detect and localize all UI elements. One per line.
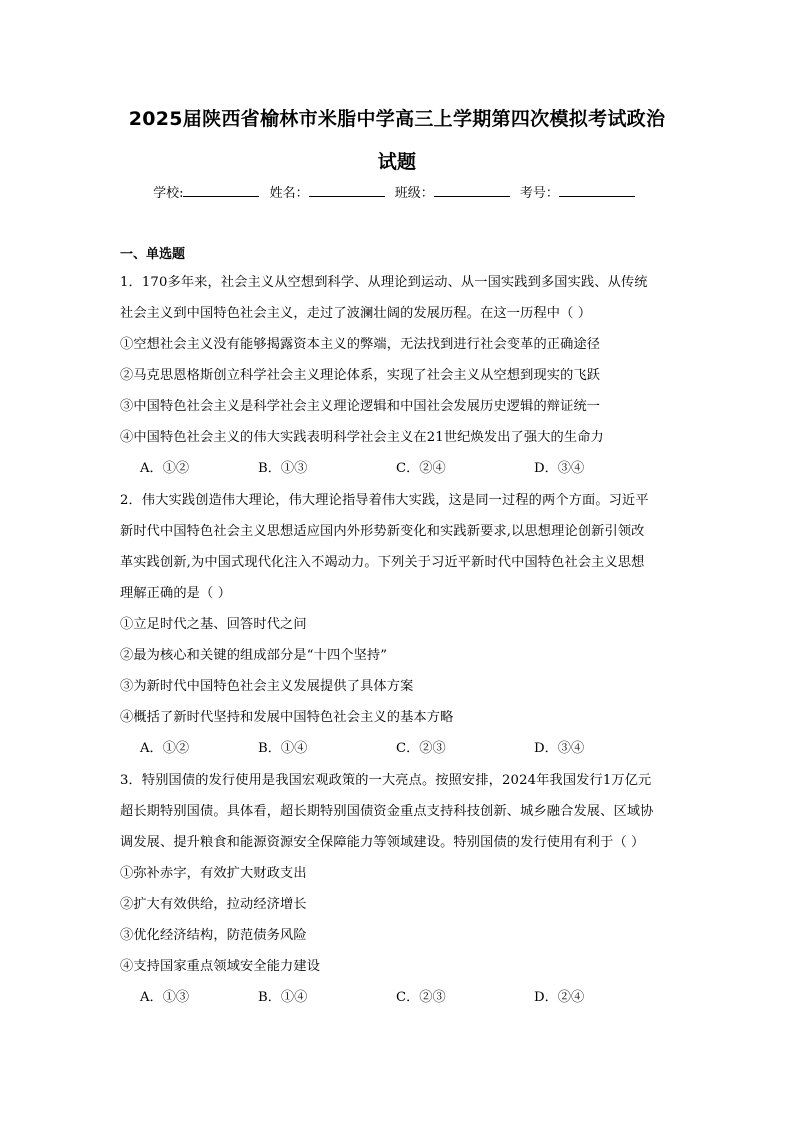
question-2-statement: ④概括了新时代坚持和发展中国特色社会主义的基本方略	[120, 710, 454, 725]
question-1-statement: ①空想社会主义没有能够揭露资本主义的弊端，无法找到进行社会变革的正确途径	[120, 337, 601, 352]
question-3-stem-line: 调发展、提升粮食和能源资源安全保障能力等领域建设。特别国债的发行使用有利于（ ）	[120, 835, 645, 850]
exam-title-line-1: 2025届陕西省榆林市米脂中学高三上学期第四次模拟考试政治	[128, 108, 666, 130]
class-blank[interactable]	[434, 184, 510, 197]
student-info-row	[0, 182, 794, 201]
question-2-statement: ①立足时代之基、回答时代之问	[120, 617, 307, 632]
option-d[interactable]: D．③④	[534, 741, 585, 756]
question-2-stem-line: 新时代中国特色社会主义思想适应国内外形势新变化和实践新要求,以思想理论创新引领改	[120, 524, 645, 539]
question-1-statement: ④中国特色社会主义的伟大实践表明科学社会主义在21世纪焕发出了强大的生命力	[120, 430, 604, 445]
question-3-statement: ①弥补赤字，有效扩大财政支出	[120, 866, 307, 881]
exam-number-label: 考号：	[519, 186, 559, 201]
question-3-stem-line: 超长期特别国债。具体看，超长期特别国债资金重点支持科技创新、城乡融合发展、区域协	[120, 804, 654, 819]
question-2-stem-line: 革实践创新,为中国式现代化注入不竭动力。下列关于习近平新时代中国特色社会主义思想	[120, 555, 645, 570]
school-label: 学校:	[153, 186, 184, 201]
option-d[interactable]: D．②④	[534, 990, 585, 1005]
option-b[interactable]: B．①④	[258, 990, 308, 1005]
name-blank[interactable]	[309, 184, 385, 197]
option-d[interactable]: D．③④	[534, 461, 585, 476]
option-c[interactable]: C．②③	[396, 990, 446, 1005]
question-1-stem-line: 社会主义到中国特色社会主义，走过了波澜壮阔的发展历程。在这一历程中（ ）	[120, 306, 592, 321]
question-2-stem-line: 2．伟大实践创造伟大理论，伟大理论指导着伟大实践，这是同一过程的两个方面。习近平	[120, 493, 649, 508]
option-c[interactable]: C．②③	[396, 741, 446, 756]
question-2-stem-line: 理解正确的是（ ）	[120, 586, 232, 601]
exam-title-line-2: 试题	[377, 151, 417, 173]
school-blank[interactable]	[183, 184, 259, 197]
option-b[interactable]: B．①③	[258, 461, 308, 476]
question-3-statement: ②扩大有效供给，拉动经济增长	[120, 897, 307, 912]
class-label: 班级：	[394, 186, 434, 201]
name-label: 姓名：	[269, 186, 309, 201]
question-3-statement: ④支持国家重点领域安全能力建设	[120, 959, 321, 974]
exam-number-blank[interactable]	[559, 184, 635, 197]
option-a[interactable]: A．①②	[140, 461, 190, 476]
option-a[interactable]: A．①③	[140, 990, 190, 1005]
question-1-statement: ②马克思恩格斯创立科学社会主义理论体系，实现了社会主义从空想到现实的飞跃	[120, 368, 601, 383]
section-heading: 一、单选题	[120, 247, 186, 262]
question-3-statement: ③优化经济结构，防范债务风险	[120, 928, 307, 943]
question-3-stem-line: 3．特别国债的发行使用是我国宏观政策的一大亮点。按照安排，2024年我国发行1万亿元	[120, 773, 652, 788]
question-1-stem-line: 1．170多年来，社会主义从空想到科学、从理论到运动、从一国实践到多国实践、从传统	[120, 275, 648, 290]
question-2-statement: ②最为核心和关键的组成部分是“十四个坚持”	[120, 648, 388, 663]
question-2-statement: ③为新时代中国特色社会主义发展提供了具体方案	[120, 679, 414, 694]
option-c[interactable]: C．②④	[396, 461, 446, 476]
option-b[interactable]: B．①④	[258, 741, 308, 756]
option-a[interactable]: A．①②	[140, 741, 190, 756]
question-1-statement: ③中国特色社会主义是科学社会主义理论逻辑和中国社会发展历史逻辑的辩证统一	[120, 399, 601, 414]
